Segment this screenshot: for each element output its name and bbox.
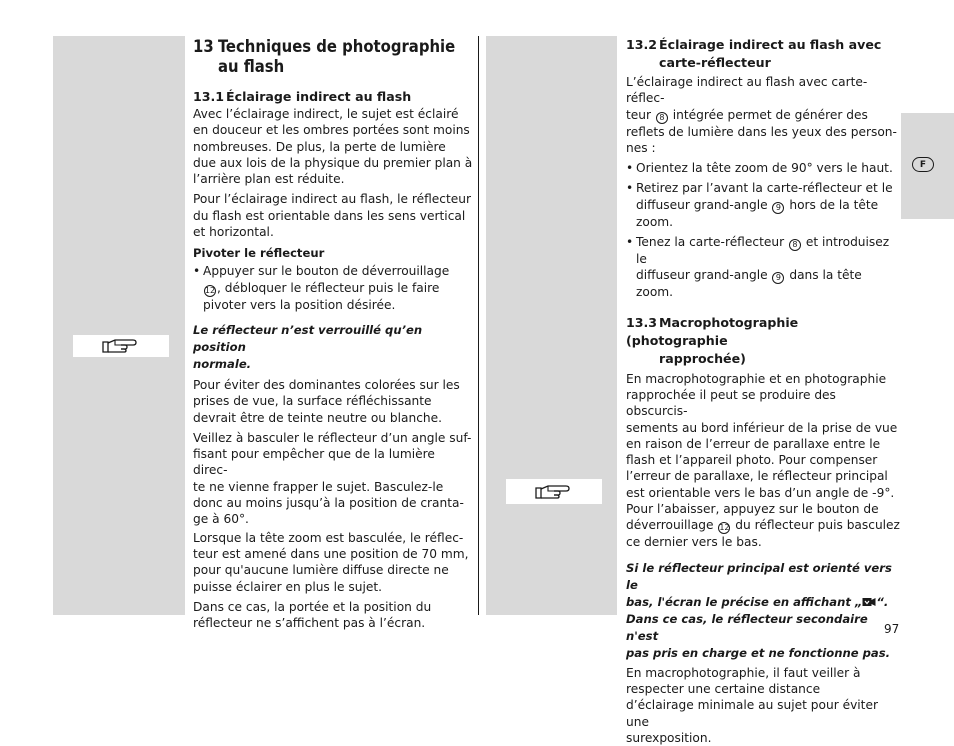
- text-line: normale.: [193, 356, 252, 371]
- text-line: Dans ce cas, le réflecteur secondaire n'est: [626, 611, 868, 643]
- text-line: Lorsque la tête zoom est basculée, le réflec-: [193, 530, 464, 545]
- text-line: En macrophotographie et en photographie: [626, 371, 887, 386]
- chapter-number: 13: [193, 37, 214, 56]
- text-line: Orientez la tête zoom de 90° vers le haut.: [636, 161, 893, 176]
- text-line: Dans ce cas, la portée et la position du: [193, 599, 432, 614]
- text-line: Tenez la carte-réflecteur: [636, 235, 785, 250]
- text-line: te ne vienne frapper le sujet. Basculez-le: [193, 479, 444, 494]
- chapter-title-line1: Techniques de photographie: [218, 37, 456, 56]
- text-line: l’erreur de parallaxe, le réflecteur principal: [626, 469, 888, 484]
- text-line: Veillez à basculer le réflecteur d’un angle suf-: [193, 430, 472, 445]
- text-line: nes :: [626, 140, 656, 155]
- text-line: réflecteur ne s’affichent pas à l’écran.: [193, 616, 426, 631]
- page-number: 97: [884, 622, 900, 636]
- left-column: [193, 37, 473, 631]
- list-item: [626, 180, 901, 230]
- text-line: du réflecteur puis basculez: [735, 518, 900, 533]
- text-line: diffuseur grand-angle: [636, 268, 768, 283]
- note-locked: [193, 322, 473, 373]
- list-item: [193, 263, 473, 313]
- text-line: teur est amené dans une position de 70 mm,: [193, 546, 469, 561]
- text-line: fisant pour empêcher que de la lumière direc-: [193, 447, 435, 478]
- callout-number: 9: [772, 272, 784, 284]
- text-line: ce dernier vers le bas.: [626, 535, 762, 550]
- callout-number: 8: [656, 112, 668, 124]
- paragraph-zoom: [193, 530, 473, 595]
- section-number: 13.1: [193, 89, 225, 104]
- text-line: En macrophotographie, il faut veiller à: [626, 665, 861, 680]
- text-line: due aux lois de la physique du premier plan à: [193, 155, 473, 170]
- pointing-hand-icon: [101, 337, 141, 355]
- text-line: respecter une certaine distance: [626, 681, 821, 696]
- text-line: flash et l’appareil photo. Pour compenser: [626, 453, 878, 468]
- text-line: Appuyer sur le bouton de déverrouillage: [203, 264, 450, 279]
- section-number: 13.2: [626, 37, 658, 52]
- language-badge: F: [912, 157, 934, 172]
- reflector-down-display-icon: [862, 597, 876, 607]
- paragraph-macro: [626, 371, 901, 551]
- text-line: “.: [876, 594, 889, 609]
- text-line: puisse éclairer en plus le sujet.: [193, 579, 383, 594]
- text-line: en douceur et les ombres portées sont moins: [193, 123, 470, 138]
- text-line: pas pris en charge et ne fonctionne pas.: [626, 645, 891, 660]
- text-line: est orientable vers le bas d’un angle de -9°.: [626, 485, 895, 500]
- text-line: surexposition.: [626, 730, 712, 745]
- text-line: du flash est orientable dans les sens vertical: [193, 208, 466, 223]
- callout-number: 9: [772, 202, 784, 214]
- paragraph-distance: [626, 665, 901, 746]
- list-item: [626, 234, 901, 301]
- note-indicator-left: [73, 335, 169, 357]
- text-line: hors de la tête: [789, 197, 879, 212]
- text-line: zoom.: [636, 214, 674, 229]
- text-line: devrait être de teinte neutre ou blanche.: [193, 410, 443, 425]
- column-divider: [478, 36, 479, 615]
- chapter-title-line2: au flash: [218, 57, 285, 76]
- text-line: Pour l’abaisser, appuyez sur le bouton de: [626, 502, 879, 517]
- text-line: pivoter vers la position désirée.: [203, 297, 396, 312]
- text-line: Avec l’éclairage indirect, le sujet est éclairé: [193, 107, 459, 121]
- text-line: déverrouillage: [626, 518, 714, 533]
- text-line: dans la tête zoom.: [636, 268, 862, 300]
- right-column: [626, 36, 901, 746]
- text-line: pour qu'aucune lumière diffuse directe ne: [193, 563, 449, 578]
- section-heading-13-1: [193, 88, 473, 106]
- paragraph-reflector: [193, 191, 473, 240]
- text-line: prises de vue, la surface réfléchissante: [193, 394, 432, 409]
- text-line: ge à 60°.: [193, 512, 249, 527]
- text-line: d’éclairage minimale au sujet pour éviter une: [626, 698, 878, 729]
- text-line: Le réflecteur n’est verrouillé qu’en position: [193, 322, 423, 354]
- section-title-line1: Éclairage indirect au flash avec: [659, 37, 882, 52]
- text-line: bas, l'écran le précise en affichant „: [626, 594, 863, 609]
- section-title-line2: rapprochée): [659, 350, 746, 366]
- subheading-pivot: Pivoter le réflecteur: [193, 246, 325, 261]
- section-number: 13.3: [626, 314, 658, 330]
- text-line: teur: [626, 107, 652, 122]
- paragraph-display: [193, 599, 473, 632]
- right-margin-sidebar: [486, 36, 617, 615]
- text-line: Si le réflecteur principal est orienté vers le: [626, 560, 892, 592]
- note-main-reflector: [626, 560, 901, 662]
- note-indicator-right: [506, 479, 602, 504]
- text-line: et horizontal.: [193, 225, 274, 240]
- left-margin-sidebar: [53, 36, 185, 615]
- callout-number: 12: [204, 285, 216, 295]
- text-line: reflets de lumière dans les yeux des person-: [626, 124, 897, 139]
- paragraph-angle: [193, 430, 473, 528]
- callout-number: 8: [789, 239, 801, 251]
- text-line: l’arrière plan est réduite.: [193, 172, 345, 187]
- text-line: intégrée permet de générer des: [672, 107, 868, 122]
- text-line: Pour éviter des dominantes colorées sur les: [193, 377, 460, 392]
- text-line: donc au moins jusqu’à la position de cranta-: [193, 496, 464, 511]
- pivot-steps: [193, 263, 473, 313]
- text-line: et introduisez le: [636, 235, 890, 267]
- text-line: sements au bord inférieur de la prise de vue: [626, 420, 898, 435]
- text-line: rapprochée il peut se produire des obscurcis-: [626, 387, 836, 419]
- text-line: Retirez par l’avant la carte-réflecteur et le: [636, 181, 893, 196]
- chapter-title: [193, 37, 473, 77]
- text-line: en raison de l’erreur de parallaxe entre le: [626, 436, 881, 451]
- card-steps: [626, 160, 901, 300]
- section-heading-13-3: [626, 314, 901, 368]
- text-line: Pour l’éclairage indirect au flash, le réflecteur: [193, 192, 472, 207]
- section-title: Éclairage indirect au flash: [226, 89, 412, 104]
- callout-number: 12: [719, 523, 730, 533]
- text-line: nombreuses. De plus, la perte de lumière: [193, 139, 446, 154]
- text-line: diffuseur grand-angle: [636, 197, 768, 212]
- list-item: [626, 160, 901, 176]
- section-title-line2: carte-réflecteur: [659, 55, 771, 70]
- paragraph-card: [626, 74, 901, 156]
- text-line: L’éclairage indirect au flash avec carte-réflec-: [626, 75, 868, 106]
- section-heading-13-2: [626, 36, 901, 72]
- pointing-hand-icon: [534, 483, 574, 501]
- text-line: , débloquer le réflecteur puis le faire: [217, 280, 440, 295]
- section-title-line1: Macrophotographie (photographie: [626, 314, 799, 348]
- paragraph-color: [193, 377, 473, 426]
- paragraph-intro: [193, 106, 473, 187]
